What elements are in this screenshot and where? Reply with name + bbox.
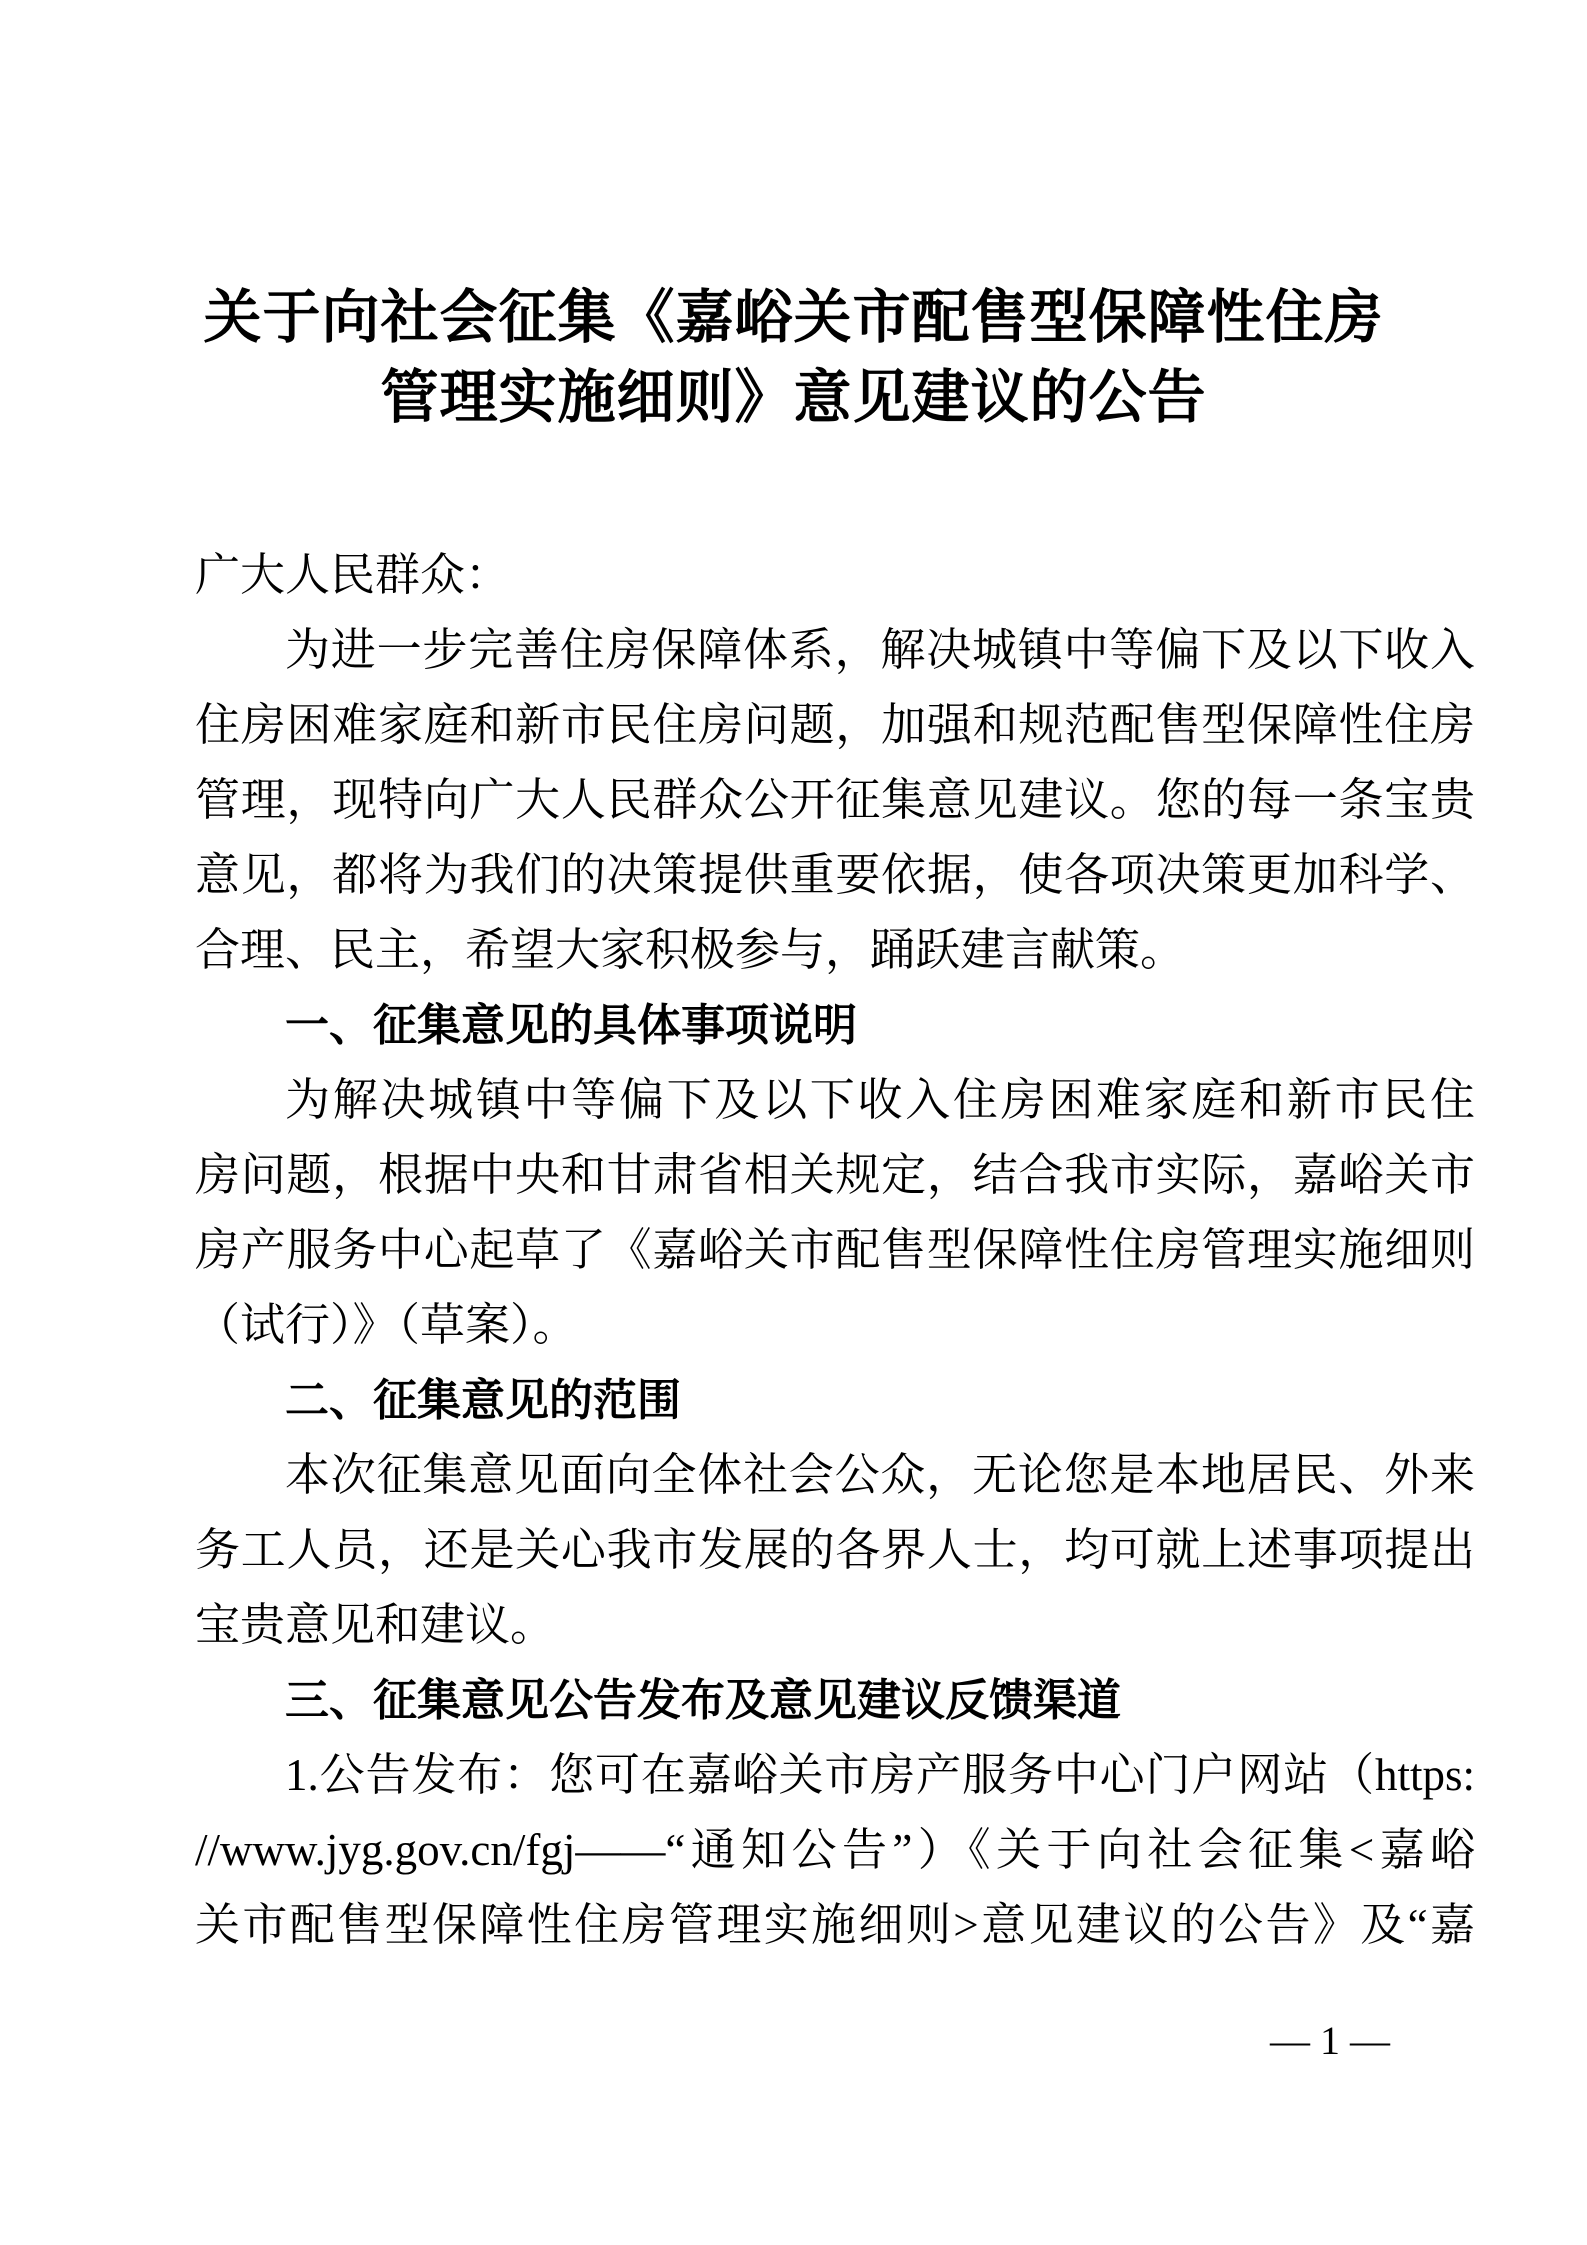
body-line: 本次征集意见面向全体社会公众，无论您是本地居民、外来 <box>285 1450 1475 1500</box>
body-line: 管理，现特向广大人民群众公开征集意见建议。您的每一条宝贵 <box>195 775 1475 825</box>
document-body <box>0 538 1587 1963</box>
section-heading-2: 二、征集意见的范围 <box>285 1376 681 1425</box>
page-footer <box>0 2018 1587 2064</box>
body-line: 1.公告发布：您可在嘉峪关市房产服务中心门户网站（https: <box>285 1750 1475 1800</box>
body-line: 住房困难家庭和新市民住房问题，加强和规范配售型保障性住房 <box>195 700 1475 750</box>
page-title <box>0 0 1587 438</box>
body-line: （试行）》（草案）。 <box>195 1300 578 1350</box>
section-heading-1: 一、征集意见的具体事项说明 <box>285 1001 857 1050</box>
body-line: 意见，都将为我们的决策提供重要依据，使各项决策更加科学、 <box>195 850 1475 900</box>
body-line: //www.jyg.gov.cn/fgj——“通知公告”）《关于向社会征集<嘉峪 <box>195 1825 1475 1875</box>
body-line: 房产服务中心起草了《嘉峪关市配售型保障性住房管理实施细则 <box>195 1225 1475 1275</box>
salutation-line: 广大人民群众： <box>195 550 511 600</box>
page-number: — 1 — <box>1270 2018 1390 2063</box>
body-line: 为进一步完善住房保障体系，解决城镇中等偏下及以下收入 <box>285 625 1475 675</box>
body-line: 房问题，根据中央和甘肃省相关规定，结合我市实际，嘉峪关市 <box>195 1150 1475 1200</box>
body-line: 合理、民主，希望大家积极参与，踊跃建言献策。 <box>195 925 1186 975</box>
body-line: 宝贵意见和建议。 <box>195 1600 556 1650</box>
body-line: 关市配售型保障性住房管理实施细则>意见建议的公告》及“嘉 <box>195 1900 1475 1950</box>
page-title-line-1: 关于向社会征集《嘉峪关市配售型保障性住房 <box>203 285 1384 350</box>
section-heading-3: 三、征集意见公告发布及意见建议反馈渠道 <box>285 1676 1121 1725</box>
body-line: 为解决城镇中等偏下及以下收入住房困难家庭和新市民住 <box>285 1075 1475 1125</box>
page-title-line-2: 管理实施细则》意见建议的公告 <box>380 365 1207 430</box>
body-line: 务工人员，还是关心我市发展的各界人士，均可就上述事项提出 <box>195 1525 1475 1575</box>
